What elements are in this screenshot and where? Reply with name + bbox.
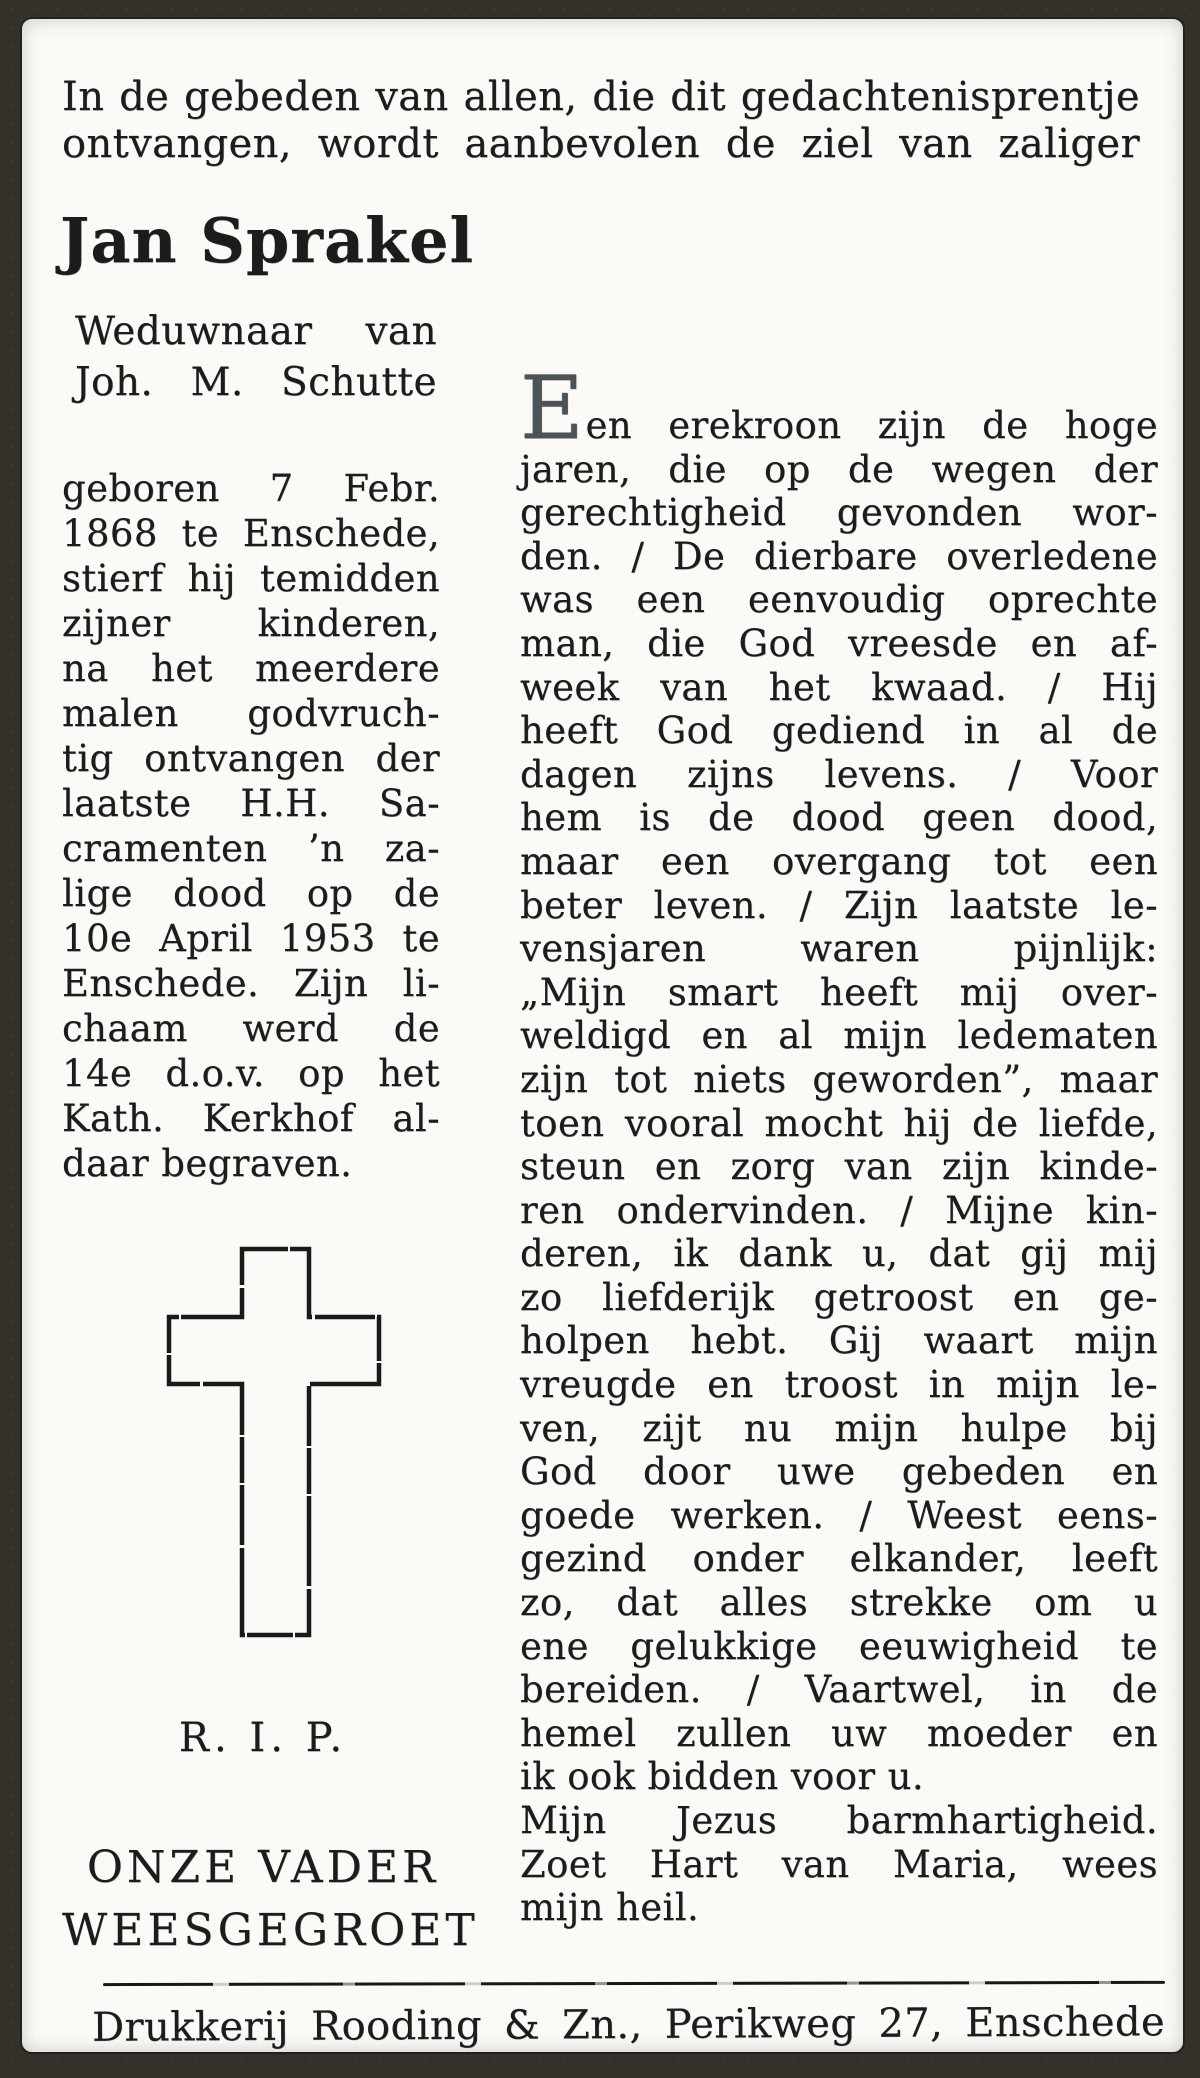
- biography-line: stierf hij temidden: [62, 557, 440, 600]
- deceased-name: Jan Sprakel: [60, 204, 475, 277]
- eulogy-line: toen vooral mocht hij de liefde,: [520, 1101, 1158, 1145]
- biography-text: [62, 466, 440, 1186]
- eulogy-line: steun en zorg van zijn kinde-: [520, 1145, 1158, 1189]
- biography-line: cramenten ’n za-: [62, 827, 440, 870]
- eulogy-line: zijn tot niets geworden”, maar: [520, 1057, 1158, 1101]
- eulogy-line: week van het kwaad. / Hij: [520, 665, 1158, 709]
- eulogy-line: ene gelukkige eeuwigheid te: [520, 1624, 1158, 1668]
- widower-line: Joh. M. Schutte: [75, 360, 437, 405]
- eulogy-line: gerechtigheid gevonden wor-: [520, 491, 1158, 535]
- eulogy-text: [520, 357, 1158, 1930]
- eulogy-line: weldigd en al mijn ledematen: [520, 1014, 1158, 1058]
- eulogy-line: bereiden. / Vaartwel, in de: [520, 1668, 1158, 1712]
- printer-imprint: Drukkerij Rooding & Zn., Perikweg 27, Enschede: [91, 1999, 1166, 2051]
- prayers-text: [62, 1836, 479, 1962]
- biography-line: lige dood op de: [62, 872, 440, 915]
- biography-line: geboren 7 Febr.: [62, 467, 440, 510]
- intro-line: ontvangen, wordt aanbevolen de ziel van zaliger: [62, 121, 1140, 167]
- rip-text: R. I. P.: [178, 1715, 348, 1761]
- eulogy-line: „Mijn smart heeft mij over-: [520, 970, 1158, 1014]
- biography-line: Enschede. Zijn li-: [62, 962, 440, 1005]
- intro-text: [62, 74, 1140, 168]
- eulogy-line: beter leven. / Zijn laatste le-: [520, 883, 1158, 927]
- drop-cap: E: [520, 357, 584, 459]
- prayer-line: WEESGEGROET: [62, 1905, 479, 1956]
- eulogy-line: was een eenvoudig oprechte: [520, 578, 1158, 622]
- eulogy-line: vreugde en troost in mijn le-: [520, 1363, 1158, 1407]
- biography-line: Kath. Kerkhof al-: [62, 1097, 440, 1140]
- latin-cross-outline: [166, 1246, 382, 1638]
- latin-cross-icon: [166, 1246, 382, 1638]
- eulogy-line: mijn heil.: [520, 1886, 700, 1930]
- widower-of-text: [75, 306, 437, 408]
- biography-line: chaam werd de: [62, 1007, 440, 1050]
- biography-line: malen godvruch-: [62, 692, 440, 735]
- eulogy-line: Zoet Hart van Maria, wees: [520, 1842, 1158, 1886]
- biography-line: 10e April 1953 te: [62, 917, 440, 960]
- eulogy-line: gezind onder elkander, leeft: [520, 1537, 1158, 1581]
- eulogy-line: Mijn Jezus barmhartigheid.: [520, 1799, 1158, 1842]
- biography-line: tig ontvangen der: [62, 737, 440, 780]
- eulogy-line: ven, zijt nu mijn hulpe bij: [520, 1406, 1158, 1450]
- eulogy-line: goede werken. / Weest eens-: [520, 1493, 1158, 1537]
- eulogy-line: hem is de dood geen dood,: [520, 796, 1158, 840]
- eulogy-line: den. / De dierbare overledene: [520, 534, 1158, 578]
- eulogy-line: zo liefderijk getroost en ge-: [520, 1275, 1158, 1319]
- eulogy-line: zo, dat alles strekke om u: [520, 1581, 1158, 1625]
- eulogy-line: maar een overgang tot een: [520, 839, 1158, 883]
- eulogy-line: jaren, die op de wegen der: [520, 447, 1158, 491]
- biography-line: 14e d.o.v. op het: [62, 1052, 440, 1095]
- eulogy-line: heeft God gediend in al de: [520, 709, 1158, 753]
- eulogy-line: God door uwe gebeden en: [520, 1450, 1158, 1494]
- prayer-line: ONZE VADER: [86, 1842, 440, 1893]
- biography-line: laatste H.H. Sa-: [62, 782, 440, 825]
- biography-line: na het meerdere: [62, 647, 440, 690]
- eulogy-line: Een erekroon zijn de hoge: [520, 357, 1158, 459]
- eulogy-line: holpen hebt. Gij waart mijn: [520, 1319, 1158, 1363]
- eulogy-line: man, die God vreesde en af-: [520, 621, 1158, 665]
- biography-line: 1868 te Enschede,: [62, 512, 440, 555]
- eulogy-line: ik ook bidden voor u.: [520, 1755, 925, 1799]
- widower-line: Weduwnaar van: [75, 309, 437, 354]
- eulogy-line: deren, ik dank u, dat gij mij: [520, 1232, 1158, 1276]
- eulogy-line: ren ondervinden. / Mijne kin-: [520, 1188, 1158, 1232]
- biography-line: zijner kinderen,: [62, 602, 440, 645]
- intro-line: In de gebeden van allen, die dit gedachtenisprentje: [62, 74, 1140, 120]
- eulogy-line: vensjaren waren pijnlijk:: [520, 927, 1158, 971]
- eulogy-line: hemel zullen uw moeder en: [520, 1711, 1158, 1755]
- eulogy-line: dagen zijns levens. / Voor: [520, 752, 1158, 796]
- biography-line: daar begraven.: [62, 1142, 353, 1185]
